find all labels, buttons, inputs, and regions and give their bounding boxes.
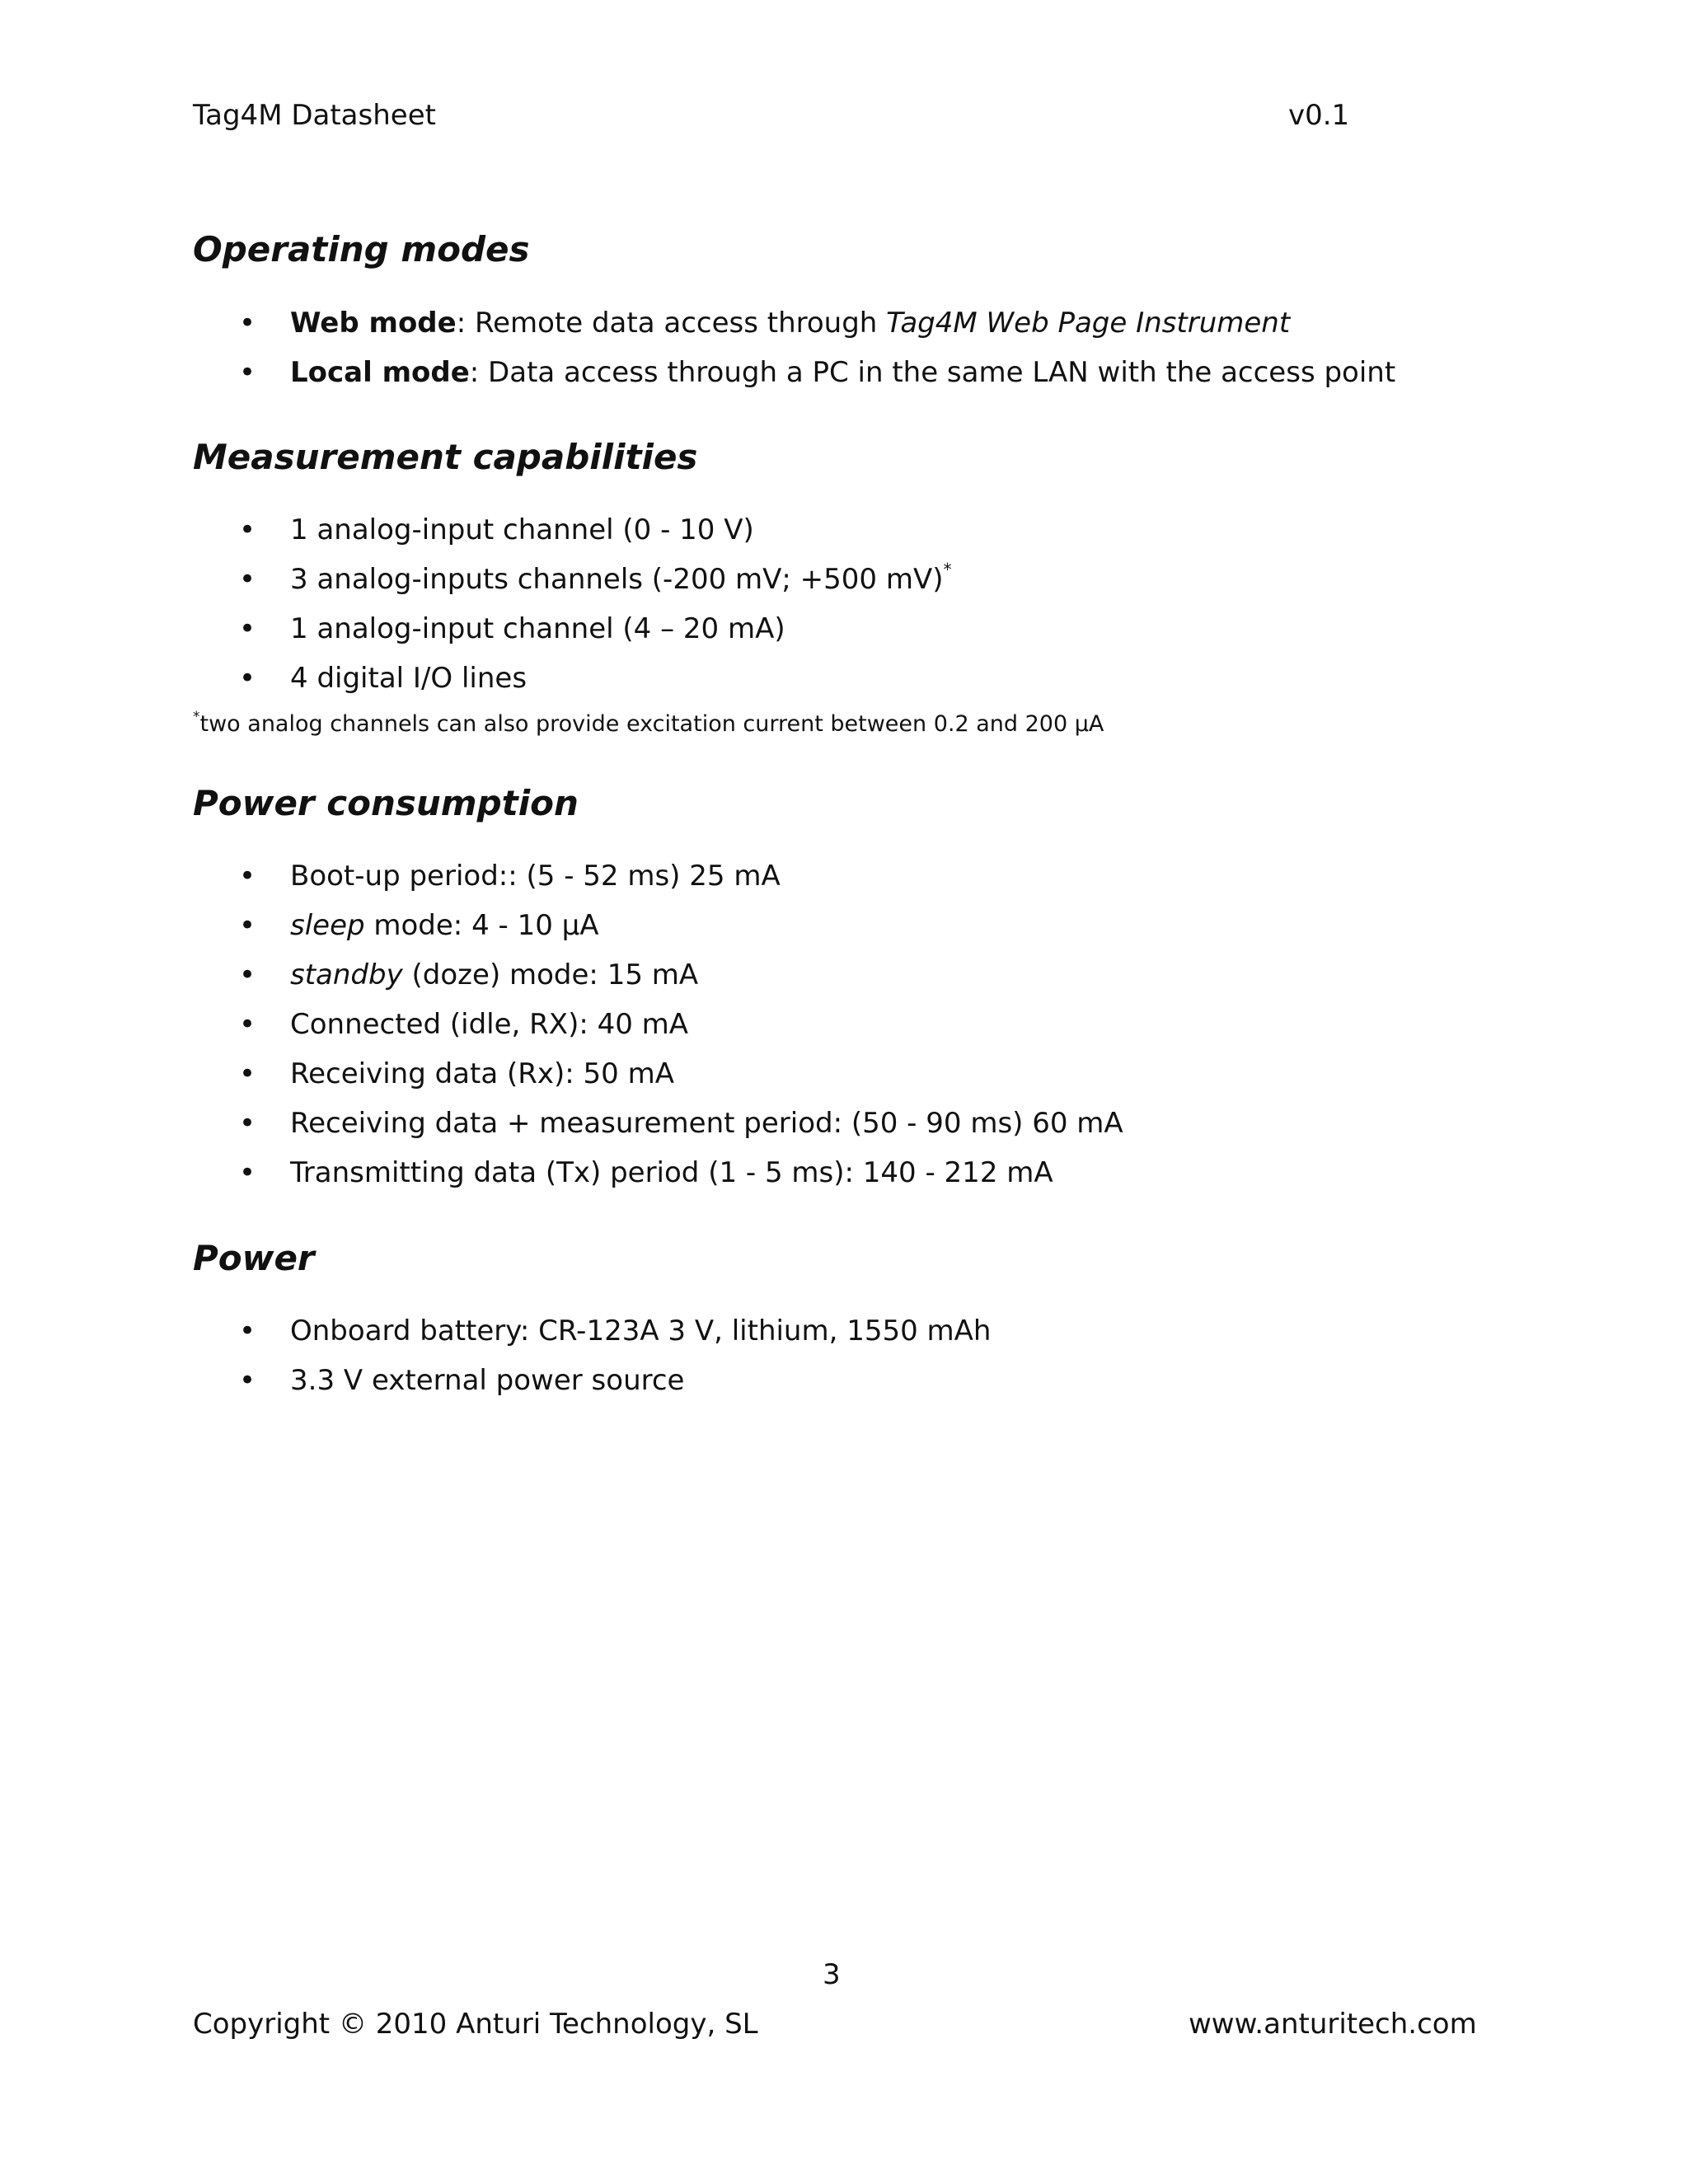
footnote bbox=[193, 710, 1104, 738]
list-item-sleep-mode bbox=[290, 909, 599, 942]
list-item-receiving-data: Receiving data (Rx): 50 mA bbox=[290, 1057, 674, 1090]
list-item-analog-input-0-10v: 1 analog-input channel (0 - 10 V) bbox=[290, 513, 754, 546]
bullet-icon: • bbox=[239, 1107, 256, 1140]
list-item-analog-inputs-mv bbox=[290, 560, 952, 596]
item-emphasis: sleep bbox=[290, 909, 365, 942]
website-link[interactable]: www.anturitech.com bbox=[1189, 2008, 1477, 2041]
list-item-local-mode bbox=[290, 356, 1395, 389]
list-item-external-power: 3.3 V external power source bbox=[290, 1364, 685, 1397]
bullet-icon: • bbox=[239, 356, 256, 389]
list-item-receiving-measurement: Receiving data + measurement period: (50 - 90 ms) 60 mA bbox=[290, 1107, 1123, 1140]
list-item-onboard-battery: Onboard battery: CR-123A 3 V, lithium, 1550 mAh bbox=[290, 1315, 992, 1347]
list-item-analog-input-4-20ma: 1 analog-input channel (4 – 20 mA) bbox=[290, 612, 785, 645]
list-item-connected-idle: Connected (idle, RX): 40 mA bbox=[290, 1008, 689, 1041]
document-title: Tag4M Datasheet bbox=[193, 99, 436, 132]
bullet-icon: • bbox=[239, 909, 256, 942]
list-item-boot-up: Boot-up period:: (5 - 52 ms) 25 mA bbox=[290, 860, 781, 893]
item-emphasis: Tag4M Web Page Instrument bbox=[886, 307, 1291, 340]
section-title-power: Power bbox=[193, 1238, 315, 1278]
bullet-icon: • bbox=[239, 1057, 256, 1090]
footnote-marker: * bbox=[943, 560, 952, 579]
item-label: Web mode bbox=[290, 307, 457, 340]
bullet-icon: • bbox=[239, 1315, 256, 1347]
list-item-digital-io: 4 digital I/O lines bbox=[290, 662, 528, 695]
copyright-notice: Copyright © 2010 Anturi Technology, SL bbox=[193, 2008, 758, 2041]
bullet-icon: • bbox=[239, 662, 256, 695]
document-version: v0.1 bbox=[1288, 99, 1350, 132]
footnote-text: two analog channels can also provide excitation current between 0.2 and 200 µA bbox=[199, 711, 1104, 737]
bullet-icon: • bbox=[239, 513, 256, 546]
item-label: Local mode bbox=[290, 356, 470, 389]
bullet-icon: • bbox=[239, 612, 256, 645]
item-text: : Data access through a PC in the same LAN with the access point bbox=[469, 356, 1396, 389]
list-item-standby-mode bbox=[290, 958, 698, 991]
list-item-web-mode bbox=[290, 307, 1290, 340]
bullet-icon: • bbox=[239, 563, 256, 596]
bullet-icon: • bbox=[239, 1156, 256, 1189]
page-number: 3 bbox=[823, 1958, 841, 1991]
item-text: mode: 4 - 10 µA bbox=[364, 909, 599, 942]
footnote-marker: * bbox=[193, 709, 200, 725]
bullet-icon: • bbox=[239, 1008, 256, 1041]
item-text: (doze) mode: 15 mA bbox=[402, 958, 699, 991]
item-text: : Remote data access through bbox=[456, 307, 887, 340]
bullet-icon: • bbox=[239, 860, 256, 893]
section-title-measurement-capabilities: Measurement capabilities bbox=[193, 437, 698, 477]
list-item-transmitting-data: Transmitting data (Tx) period (1 - 5 ms): 140 - 212 mA bbox=[290, 1156, 1053, 1189]
bullet-icon: • bbox=[239, 307, 256, 340]
section-title-operating-modes: Operating modes bbox=[193, 229, 530, 269]
bullet-icon: • bbox=[239, 958, 256, 991]
section-title-power-consumption: Power consumption bbox=[193, 783, 579, 823]
bullet-icon: • bbox=[239, 1364, 256, 1397]
item-emphasis: standby bbox=[290, 958, 403, 991]
item-text: 3 analog-inputs channels (-200 mV; +500 mV) bbox=[290, 563, 944, 596]
